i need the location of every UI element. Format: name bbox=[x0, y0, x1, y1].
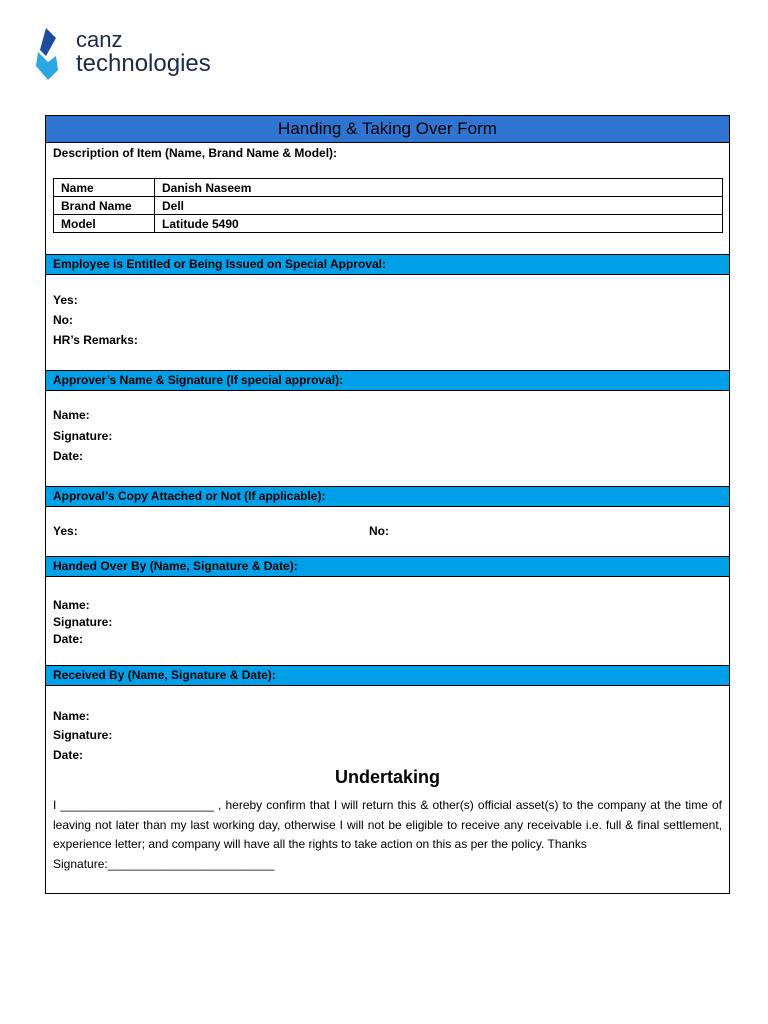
handover-form bbox=[45, 115, 730, 894]
item-key: Name bbox=[54, 179, 155, 197]
approver-section-header: Approver’s Name & Signature (If special approval): bbox=[46, 370, 729, 391]
form-title: Handing & Taking Over Form bbox=[46, 116, 729, 143]
item-details-table bbox=[53, 178, 723, 233]
handed-section-header: Handed Over By (Name, Signature & Date): bbox=[46, 556, 729, 577]
logo-mark-icon bbox=[34, 26, 64, 82]
item-value: Dell bbox=[155, 197, 723, 215]
item-value: Danish Naseem bbox=[155, 179, 723, 197]
hr-remarks-label: HR’s Remarks: bbox=[53, 333, 138, 347]
approver-name-label: Name: bbox=[53, 408, 90, 422]
received-date-label: Date: bbox=[53, 748, 84, 762]
copy-no-label: No: bbox=[369, 524, 389, 538]
handed-name-label: Name: bbox=[53, 598, 90, 612]
undertaking-title: Undertaking bbox=[334, 767, 440, 787]
table-row bbox=[54, 179, 723, 197]
approver-signature-label: Signature: bbox=[53, 429, 113, 443]
item-key: Model bbox=[54, 215, 155, 233]
copy-yes-label: Yes: bbox=[53, 524, 78, 538]
undertaking-signature-line: Signature:_________________________ bbox=[53, 856, 275, 871]
copy-section-header: Approval’s Copy Attached or Not (If applicable): bbox=[46, 486, 729, 507]
table-row bbox=[54, 197, 723, 215]
company-logo bbox=[34, 26, 234, 82]
undertaking-statement: I _______________________ , hereby confirm that I will return this & other(s) official asset(s) to the company at the time of leaving not later than my last working day, otherwise I will not be eligible to receive any receivable i.e. full & final settlement, experience letter; and company will have all the rights to take action on this as per the policy. Thanks bbox=[53, 798, 722, 851]
description-label: Description of Item (Name, Brand Name & Model): bbox=[53, 146, 338, 160]
entitled-no-label: No: bbox=[53, 313, 73, 327]
handed-date-label: Date: bbox=[53, 632, 84, 646]
item-key: Brand Name bbox=[54, 197, 155, 215]
table-row bbox=[54, 215, 723, 233]
undertaking-text-block bbox=[53, 796, 722, 874]
handed-signature-label: Signature: bbox=[53, 615, 113, 629]
received-section-header: Received By (Name, Signature & Date): bbox=[46, 665, 729, 686]
entitled-yes-label: Yes: bbox=[53, 293, 78, 307]
entitled-section-header: Employee is Entitled or Being Issued on Special Approval: bbox=[46, 254, 729, 275]
approver-date-label: Date: bbox=[53, 449, 84, 463]
item-value: Latitude 5490 bbox=[155, 215, 723, 233]
logo-text-technologies: technologies bbox=[76, 50, 211, 77]
received-signature-label: Signature: bbox=[53, 728, 113, 742]
logo-text-canz: canz bbox=[76, 27, 123, 52]
received-name-label: Name: bbox=[53, 709, 90, 723]
